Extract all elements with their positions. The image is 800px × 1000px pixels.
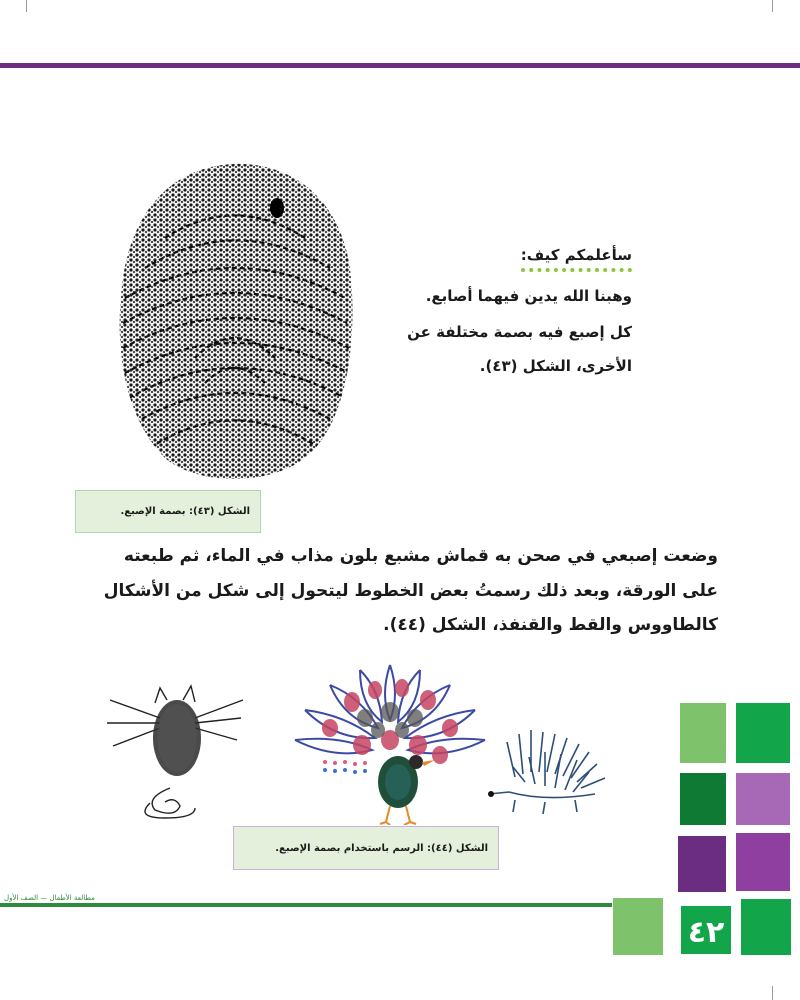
body-line: على الورقة، وبعد ذلك رسمتُ بعض الخطوط ليتحول إلى شكل من الأشكال xyxy=(103,581,718,601)
decor-tile xyxy=(736,833,790,891)
peacock-drawing xyxy=(290,650,490,825)
decor-tile xyxy=(678,836,726,892)
section-line: الأخرى، الشكل (٤٣). xyxy=(479,357,632,375)
body-line: كالطاووس والقط والقنفذ، الشكل (٤٤). xyxy=(383,615,718,635)
decor-tile xyxy=(613,898,663,955)
footer-rule xyxy=(0,903,612,907)
crop-mark xyxy=(772,0,773,12)
figure-43-caption-text: الشكل (٤٣): بصمة الإصبع. xyxy=(120,506,250,517)
section-heading: سأعلمكم كيف: xyxy=(521,246,632,272)
decor-tile xyxy=(680,773,726,825)
hedgehog-drawing xyxy=(485,722,625,817)
page-number: ٤٢ xyxy=(687,915,725,950)
decor-tile xyxy=(736,703,790,763)
body-line: وضعت إصبعي في صحن به قماش مشبع بلون مذاب في الماء، ثم طبعته xyxy=(123,546,718,566)
figure-43-caption xyxy=(75,490,261,533)
footer-text: مطالعة الأطفال — الصف الأول xyxy=(4,894,95,902)
decor-tile xyxy=(680,703,726,763)
fingerprint-image xyxy=(105,158,363,488)
figure-44-caption-text: الشكل (٤٤): الرسم باستخدام بصمة الإصبع. xyxy=(275,842,488,854)
crop-mark xyxy=(26,0,27,12)
figure-44-caption xyxy=(233,826,499,870)
cat-drawing xyxy=(105,678,245,823)
section-line: كل إصبع فيه بصمة مختلفة عن xyxy=(407,323,632,341)
decor-tile xyxy=(736,773,790,825)
crop-mark xyxy=(772,986,773,1000)
header-rule xyxy=(0,63,800,68)
section-line: وهبنا الله يدين فيهما أصابع. xyxy=(425,287,632,305)
decor-tile xyxy=(741,899,791,955)
